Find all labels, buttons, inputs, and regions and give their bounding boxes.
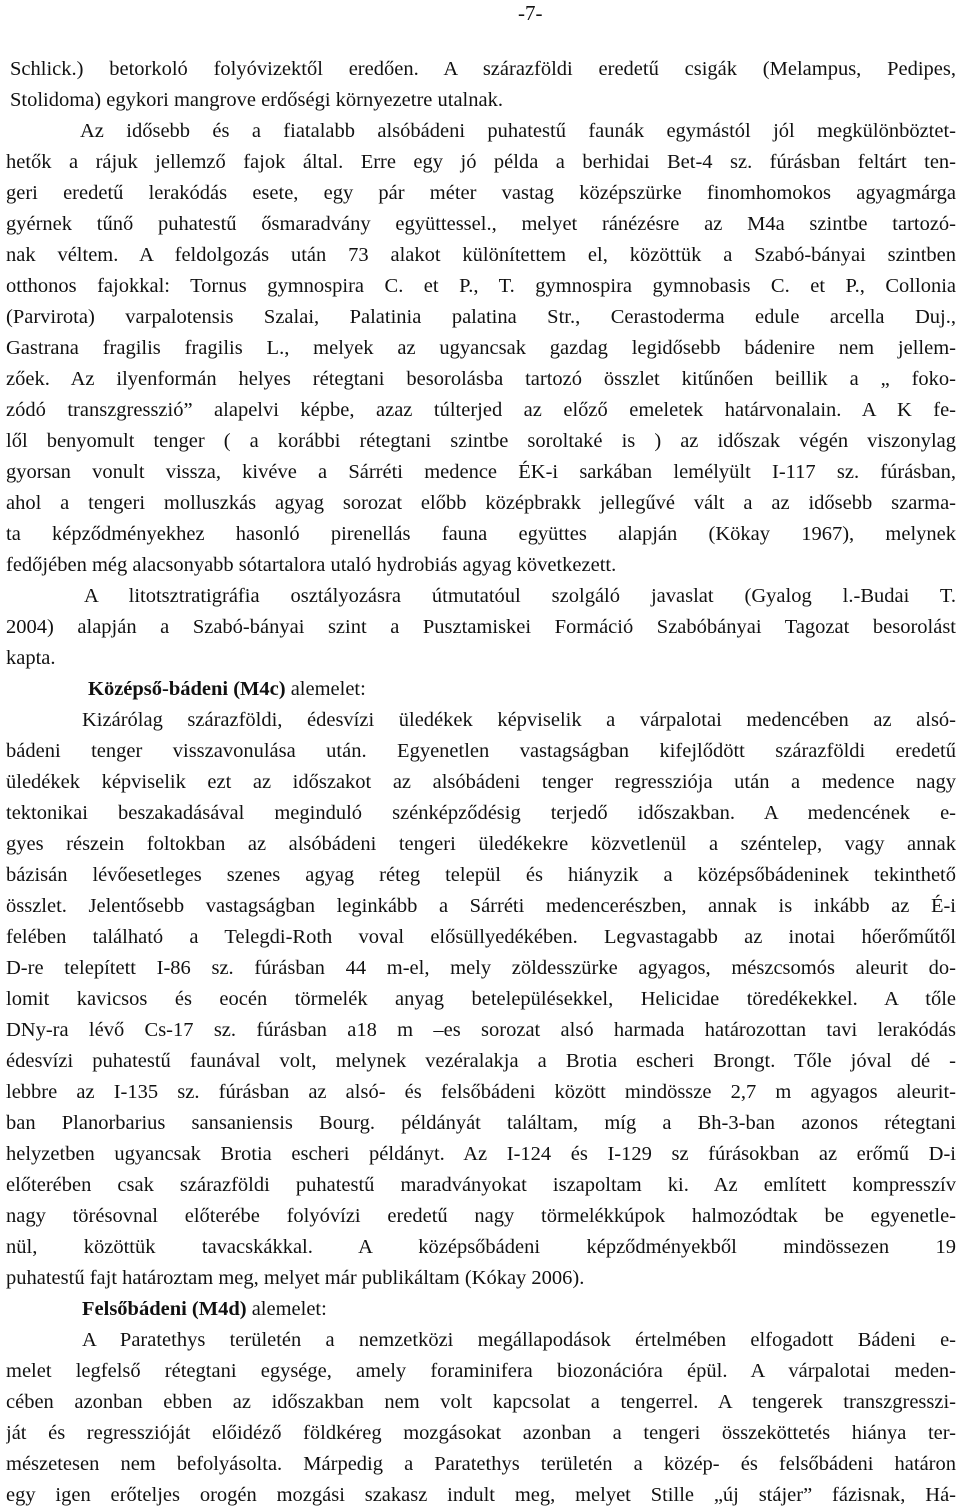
text-line: geri eredetű lerakódás esete, egy pár méter vastag középszürke finomhomokos agyagmárga bbox=[6, 182, 956, 204]
text-line: Gastrana fragilis fragilis L., melyek az ugyancsak gazdag legidősebb bádenire nem jellem- bbox=[6, 337, 956, 359]
text-line: gyérnek tűnő puhatestű ősmaradvány együttessel., melyet ránézésre az M4a szintbe tartozó- bbox=[6, 213, 956, 235]
section-heading-suffix: alemelet: bbox=[285, 678, 366, 700]
text-line: nagy törésovnal előterébe folyóvízi eredetű nagy törmelékkúpok halmozódtak be egyenetle- bbox=[6, 1205, 956, 1227]
text-line: helyzetben ugyancsak Brotia escheri példányt. Az I-124 és I-129 sz fúrásokban az erőmű D-i bbox=[6, 1143, 956, 1165]
section-heading bbox=[6, 674, 956, 705]
text-line: előterében csak szárazföldi puhatestű maradványokat iszapoltam ki. Az említett kompresszív bbox=[6, 1174, 956, 1196]
text-line: egy igen erőteljes orogén mozgási szakasz indult meg, melyet Stille „új stájer” fázisnak, Há- bbox=[6, 1484, 956, 1506]
text-line: hetők a rájuk jellemző fajok által. Erre egy jó példa a berhidai Bet-4 sz. fúrásban feltárt ten- bbox=[6, 151, 956, 173]
text-line: ban Planorbarius sansaniensis Bourg. példányát találtam, míg a Bh-3-ban azonos rétegtani bbox=[6, 1112, 956, 1134]
text-line: ahol a tengeri molluszkás agyag sorozat előbb középbrakk jellegűvé vált a az idősebb szarma- bbox=[6, 492, 956, 514]
text-line: cében azonban ebben az időszakban nem volt kapcsolat a tengerrel. A tengerek transzgresszi- bbox=[6, 1391, 956, 1413]
text-line: üledékek képviselik ezt az időszakot az alsóbádeni tenger regressziója után a medence nagy bbox=[6, 771, 956, 793]
text-line: otthonos fajokkal: Tornus gymnospira C. et P., T. gymnospira gymnobasis C. et P., Collonia bbox=[6, 275, 956, 297]
text-line: lomit kavicsos és eocén törmelék anyag betelepülésekkel, Helicidae töredékekkel. A tőle bbox=[6, 988, 956, 1010]
text-line: lől benyomult tenger ( a korábbi rétegtani szintbe soroltaké is ) az időszak végén viszonylag bbox=[6, 430, 956, 452]
text-line: A litotsztratigráfia osztályozásra útmutatóul szolgáló javaslat (Gyalog l.-Budai T. bbox=[84, 585, 956, 607]
text-line: 2004) alapján a Szabó-bányai szint a Pusztamiskei Formáció Szabóbányai Tagozat besorolást bbox=[6, 616, 956, 638]
text-line: felében található a Telegdi-Roth voval elősüllyedékében. Legvastagabb az inotai hőerőműtől bbox=[6, 926, 956, 948]
text-line: nak véltem. A feldolgozás után 73 alakot különítettem el, közöttük a Szabó-bányai szintben bbox=[6, 244, 956, 266]
text-line: mészetesen nem befolyásolta. Márpedig a Paratethys területén a közép- és felsőbádeni határon bbox=[6, 1453, 956, 1475]
text-line: összlet. Jelentősebb vastagságban leginkább a Sárréti medencerészben, annak is inkább az É-i bbox=[6, 895, 956, 917]
text-line: zódó transzgresszió” alapelvi képbe, azaz túlterjed az előző emeletek határvonalain. A K fe- bbox=[6, 399, 956, 421]
text-line: ját és regresszióját előidéző földkéreg mozgásokat azonban a tengeri összeköttetés hiánya ter- bbox=[6, 1422, 956, 1444]
text-line: lebbre az I-135 sz. fúrásban az alsó- és felsőbádeni között mindössze 2,7 m agyagos aleurit- bbox=[6, 1081, 956, 1103]
text-line: Az idősebb és a fiatalabb alsóbádeni puhatestű faunák egymástól jól megkülönböztet- bbox=[80, 120, 956, 142]
text-line: Stolidoma) egykori mangrove erdőségi környezetre utalnak. bbox=[10, 89, 503, 111]
text-line: gyes részein foltokban az alsóbádeni tengeri üledékekre közvetlenül a széntelep, vagy annak bbox=[6, 833, 956, 855]
text-line: bázisán lévőesetleges szenes agyag réteg települ és hiányzik a középsőbádeninek tekinthető bbox=[6, 864, 956, 886]
text-line: D-re telepített I-86 sz. fúrásban 44 m-el, mely zöldesszürke agyagos, mészcsomós aleurit do- bbox=[6, 957, 956, 979]
text-line: melet legfelső rétegtani egysége, amely foraminifera biozonációra épül. A várpalotai meden- bbox=[6, 1360, 956, 1382]
text-line: tektonikai beszakadásával meginduló szénképződésig terjedő időszakban. A medencének e- bbox=[6, 802, 956, 824]
page-number: -7- bbox=[518, 1, 543, 25]
section-heading-title: Felsőbádeni (M4d) bbox=[82, 1298, 247, 1320]
section-heading bbox=[6, 1294, 956, 1325]
text-line: ta képződményekhez hasonló pirenellás fauna együttes alapján (Kökay 1967), melynek bbox=[6, 523, 956, 545]
text-line: édesvízi puhatestű faunával volt, melynek vezéralakja a Brotia escheri Brongt. Tőle jóval dé - bbox=[6, 1050, 956, 1072]
text-line: zőek. Az ilyenformán helyes rétegtani besorolásba tartozó összlet kitűnően beillik a „ foko- bbox=[6, 368, 956, 390]
section-heading-title: Középső-bádeni (M4c) bbox=[88, 678, 286, 700]
text-line: gyorsan vonult vissza, kivéve a Sárréti medence ÉK-i sarkában lemélyült I-117 sz. fúrásban, bbox=[6, 461, 956, 483]
text-line: (Parvirota) varpalotensis Szalai, Palatinia palatina Str., Cerastoderma edule arcella Duj., bbox=[6, 306, 956, 328]
text-line: kapta. bbox=[6, 647, 56, 669]
text-line: A Paratethys területén a nemzetközi megállapodások értelmében elfogadott Bádeni e- bbox=[82, 1329, 956, 1351]
text-line: DNy-ra lévő Cs-17 sz. fúrásban a18 m –es sorozat alsó harmada határozottan tavi lerakódás bbox=[6, 1019, 956, 1041]
text-line: Kizárólag szárazföldi, édesvízi üledékek képviselik a várpalotai medencében az alsó- bbox=[82, 709, 956, 731]
text-line: puhatestű fajt határoztam meg, melyet már publikáltam (Kókay 2006). bbox=[6, 1267, 585, 1289]
section-heading-suffix: alemelet: bbox=[246, 1298, 327, 1320]
text-line: bádeni tenger visszavonulása után. Egyenetlen vastagságban kifejlődött szárazföldi eredetű bbox=[6, 740, 956, 762]
text-line: nül, közöttük tavacskákkal. A középsőbádeni képződményekből mindössezen 19 bbox=[6, 1236, 956, 1258]
document-body bbox=[6, 54, 956, 1511]
text-line: fedőjében még alacsonyabb sótartalora utaló hydrobiás agyag következett. bbox=[6, 554, 617, 576]
text-line: Schlick.) betorkoló folyóvizektől eredően. A szárazföldi eredetű csigák (Melampus, Pedipes, bbox=[10, 58, 956, 80]
